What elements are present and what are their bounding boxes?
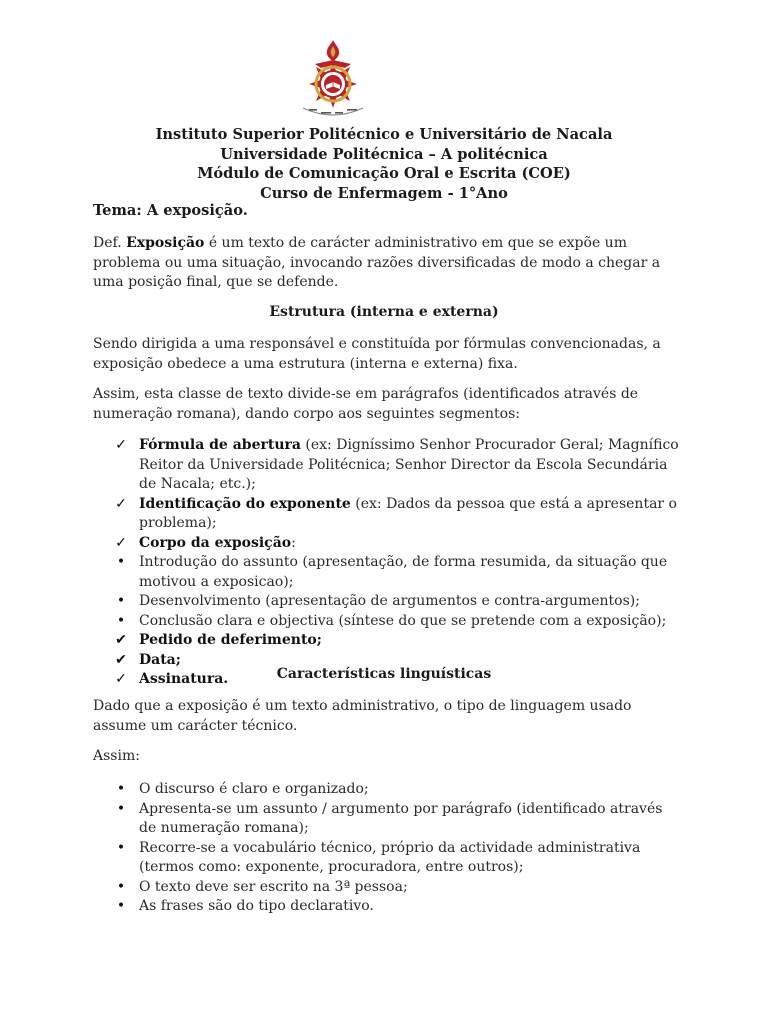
- list-item: [93, 436, 683, 495]
- item-bold: Pedido de deferimento;: [139, 632, 322, 648]
- header-institute: Instituto Superior Politécnico e Universitário de Nacala: [155, 126, 613, 143]
- item-text: (ex: Dados da pessoa que está a apresentar o problema);: [139, 495, 677, 531]
- item-bold: Corpo da exposição: [139, 534, 292, 551]
- characteristics-paragraph-2: Assim:: [93, 748, 140, 764]
- item-bold: Data;: [139, 651, 181, 668]
- institution-seal-logo: [293, 38, 373, 122]
- header-course: Curso de Enfermagem - 1°Ano: [260, 184, 508, 202]
- definition-text: é um texto de carácter administrativo em que se expõe um problema ou uma situação, invocando razões diversificadas de modo a chegar a uma posição final, que se defende.: [93, 235, 661, 290]
- structure-paragraph-2: Assim, esta classe de texto divide-se em parágrafos (identificados através de numeração romana), dando corpo aos seguintes segmentos:: [93, 386, 639, 422]
- structure-title: Estrutura (interna e externa): [269, 304, 499, 320]
- list-item: [93, 534, 683, 554]
- characteristics-paragraph-1: Dado que a exposição é um texto administrativo, o tipo de linguagem usado assume um carácter técnico.: [93, 698, 632, 734]
- item-text: O discurso é claro e organizado;: [139, 781, 369, 797]
- bullet-icon: •: [116, 898, 126, 914]
- item-text: Apresenta-se um assunto / argumento por parágrafo (identificado através de numeração romana);: [139, 800, 663, 836]
- list-item: [93, 612, 683, 632]
- list-item: [93, 839, 683, 878]
- bullet-icon: •: [116, 839, 126, 856]
- list-item: [93, 592, 683, 612]
- topic-heading: Tema: A exposição.: [93, 202, 248, 219]
- characteristics-list: [93, 780, 683, 917]
- item-bold: Assinatura.: [139, 671, 229, 687]
- checkmark-icon: ✓: [115, 671, 127, 687]
- list-item: [93, 495, 683, 534]
- definition-paragraph: [93, 234, 683, 293]
- structure-paragraph-1: Sendo dirigida a uma responsável e constituída por fórmulas convencionadas, a exposição obedece a uma estrutura (interna e externa) fixa.: [93, 336, 661, 372]
- checkmark-icon: ✓: [115, 534, 127, 551]
- definition-term: Exposição: [126, 235, 205, 251]
- structure-segment-list: [93, 436, 683, 690]
- item-text: Introdução do assunto (apresentação, de forma resumida, da situação que motivou a exposicao);: [139, 554, 668, 590]
- list-item: [93, 780, 683, 800]
- item-text: Recorre-se a vocabulário técnico, próprio da actividade administrativa (termos como: exponente, procuradora, entre outros);: [139, 839, 641, 875]
- item-bold: Identificação do exponente: [139, 495, 351, 512]
- definition-prefix: Def.: [93, 235, 127, 251]
- bullet-icon: •: [116, 593, 126, 609]
- item-bold: Fórmula de abertura: [139, 437, 301, 453]
- item-text: (ex: Digníssimo Senhor Procurador Geral; Magnífico Reitor da Universidade Politécnica; Senhor Director da Escola Secundária de Nacala; etc.);: [139, 437, 679, 492]
- list-item: [93, 878, 683, 898]
- item-text: As frases são do tipo declarativo.: [139, 898, 374, 914]
- item-text: Conclusão clara e objectiva (síntese do que se pretende com a exposição);: [139, 612, 667, 629]
- list-item: [93, 800, 683, 839]
- item-text: Desenvolvimento (apresentação de argumentos e contra-argumentos);: [139, 593, 640, 609]
- bullet-icon: •: [116, 612, 126, 629]
- characteristics-title: Características linguísticas: [276, 666, 492, 682]
- bullet-icon: •: [116, 781, 126, 797]
- bullet-icon: •: [116, 554, 126, 570]
- document-header: [0, 125, 768, 203]
- list-item: [93, 553, 683, 592]
- bullet-icon: •: [116, 800, 126, 817]
- checkmark-icon: ✓: [115, 495, 127, 512]
- list-item: [93, 897, 683, 917]
- item-text: O texto deve ser escrito na 3ª pessoa;: [139, 878, 408, 895]
- item-text: :: [291, 534, 296, 551]
- header-module: Módulo de Comunicação Oral e Escrita (COE): [197, 165, 571, 182]
- header-university: Universidade Politécnica – A politécnica: [220, 145, 548, 163]
- list-item: [93, 631, 683, 651]
- checkmark-icon: ✔: [115, 651, 127, 668]
- checkmark-icon: ✔: [115, 632, 127, 648]
- bullet-icon: •: [116, 878, 126, 895]
- checkmark-icon: ✓: [115, 437, 127, 453]
